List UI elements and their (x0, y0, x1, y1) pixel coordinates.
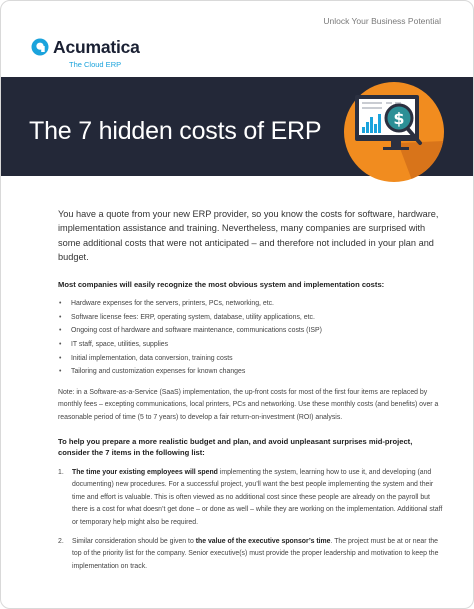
section-heading-seven-items: To help you prepare a more realistic budget and plan, and avoid unpleasant surprises mid-project, consider the 7 items in the following list: (58, 436, 413, 458)
list-item: • Software license fees: ERP, operating system, database, utility applications, etc. (58, 311, 443, 325)
list-item: • Ongoing cost of hardware and software maintenance, communications costs (ISP) (58, 324, 443, 338)
list-item (58, 536, 443, 573)
item-text: . The project must be at or near the top of the priority list for the company. Senior executive(s) must provide the proper leadership and motivation to keep the implementation on track. (72, 538, 439, 570)
logo-name: Acumatica (53, 37, 140, 57)
main-content (58, 207, 443, 580)
item-number: 2. (58, 538, 64, 545)
page-title: The 7 hidden costs of ERP (29, 117, 322, 145)
logo-mark-icon (31, 38, 49, 56)
seven-items-list (58, 467, 443, 573)
item-emphasis: The time your existing employees will spend (72, 468, 218, 476)
monitor-dollar-magnifier-icon (343, 81, 445, 183)
saas-note: Note: in a Software-as-a-Service (SaaS) implementation, the up-front costs for most of the first four items are replaced by monthly fees – excepting communications, local printers, PCs and networking. Use these monthly costs (and benefits) over a reasonable period of time (5 to 7 years) to develop a fair return-on-investment (ROI) analysis. (58, 388, 439, 421)
tagline: Unlock Your Business Potential (323, 16, 441, 26)
logo-subtitle: The Cloud ERP (69, 60, 122, 69)
item-text: implementing the system, learning how to use it, and developing (and documenting) new procedures. For a successful project, you’ll want the best people implementing the system and their time and effort is valuable. This is often viewed as no additional cost since these people are already on the payroll but there is a cost for what doesn’t get done – or done as well – while they are working on the implementation. Additional staff or temporary help might also be required. (72, 468, 443, 526)
svg-text:$: $ (393, 109, 405, 128)
intro-paragraph: You have a quote from your new ERP provider, so you know the costs for software, hardware, implementation assistance and training. Nevertheless, many companies are surprised with some additional costs that were not anticipated – and therefore not included in your plan and budget. (58, 209, 439, 262)
list-item (58, 467, 443, 529)
list-item: • Hardware expenses for the servers, printers, PCs, networking, etc. (58, 297, 443, 311)
section-heading-obvious-costs: Most companies will easily recognize the most obvious system and implementation costs: (58, 280, 385, 290)
list-item: • Tailoring and customization expenses for known changes (58, 365, 443, 379)
obvious-costs-list (58, 297, 443, 379)
list-item: • Initial implementation, data conversion, training costs (58, 352, 443, 366)
list-item: • IT staff, space, utilities, supplies (58, 338, 443, 352)
item-number: 1. (58, 468, 64, 476)
item-text-lead: Similar consideration should be given to (72, 538, 196, 545)
item-emphasis: the value of the executive sponsor’s time (195, 538, 331, 545)
